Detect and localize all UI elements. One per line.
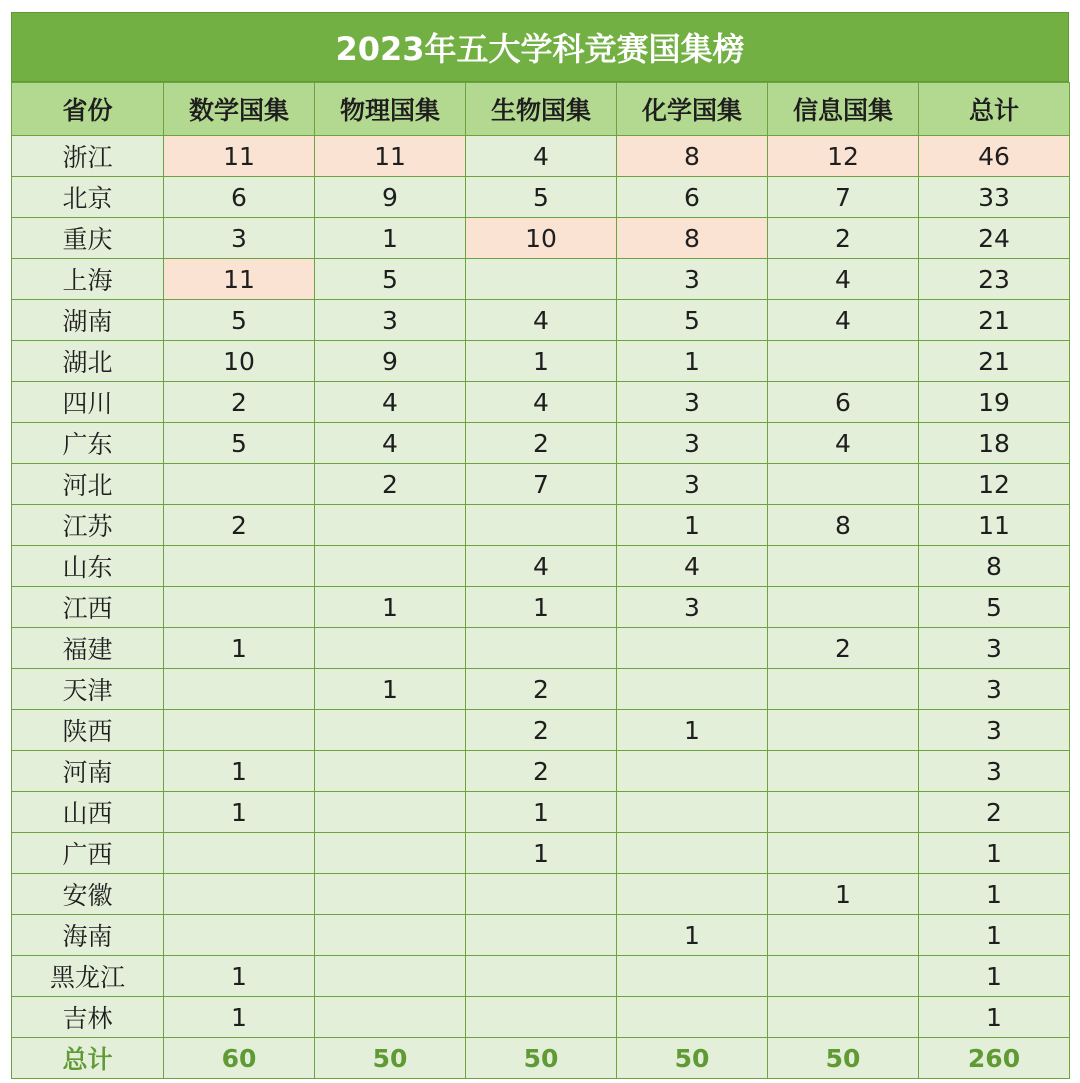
math-cell: 5 xyxy=(164,423,315,464)
biology-cell: 7 xyxy=(466,464,617,505)
informatics-cell xyxy=(768,546,919,587)
table-footer xyxy=(12,1038,1070,1079)
physics-cell xyxy=(315,505,466,546)
biology-cell xyxy=(466,628,617,669)
total-cell: 2 xyxy=(919,792,1070,833)
physics-cell: 1 xyxy=(315,587,466,628)
total-cell: 19 xyxy=(919,382,1070,423)
province-cell: 山东 xyxy=(12,546,164,587)
header-row xyxy=(12,83,1070,136)
biology-cell: 4 xyxy=(466,136,617,177)
table-row xyxy=(12,628,1070,669)
header-physics: 物理国集 xyxy=(315,83,466,136)
table-body xyxy=(12,136,1070,1038)
province-cell: 河北 xyxy=(12,464,164,505)
math-cell: 11 xyxy=(164,259,315,300)
chemistry-cell: 8 xyxy=(617,136,768,177)
table-row xyxy=(12,833,1070,874)
ranking-sheet xyxy=(11,12,1069,1079)
chemistry-cell: 1 xyxy=(617,915,768,956)
informatics-cell: 6 xyxy=(768,382,919,423)
chemistry-cell: 3 xyxy=(617,587,768,628)
total-cell: 1 xyxy=(919,874,1070,915)
total-cell: 21 xyxy=(919,300,1070,341)
math-cell: 3 xyxy=(164,218,315,259)
biology-cell: 4 xyxy=(466,546,617,587)
total-cell: 1 xyxy=(919,833,1070,874)
total-cell: 46 xyxy=(919,136,1070,177)
math-cell xyxy=(164,833,315,874)
physics-cell xyxy=(315,915,466,956)
header-informatics: 信息国集 xyxy=(768,83,919,136)
total-cell: 8 xyxy=(919,546,1070,587)
biology-cell: 10 xyxy=(466,218,617,259)
chemistry-cell: 6 xyxy=(617,177,768,218)
province-cell: 山西 xyxy=(12,792,164,833)
informatics-cell xyxy=(768,833,919,874)
total-cell: 12 xyxy=(919,464,1070,505)
total-cell: 1 xyxy=(919,956,1070,997)
informatics-cell xyxy=(768,792,919,833)
table-row xyxy=(12,259,1070,300)
math-cell: 11 xyxy=(164,136,315,177)
total-cell: 24 xyxy=(919,218,1070,259)
informatics-cell xyxy=(768,669,919,710)
physics-cell: 5 xyxy=(315,259,466,300)
informatics-cell: 8 xyxy=(768,505,919,546)
informatics-cell xyxy=(768,587,919,628)
total-cell: 11 xyxy=(919,505,1070,546)
table-row xyxy=(12,997,1070,1038)
province-cell: 北京 xyxy=(12,177,164,218)
province-cell: 吉林 xyxy=(12,997,164,1038)
math-cell: 10 xyxy=(164,341,315,382)
physics-cell xyxy=(315,874,466,915)
biology-cell: 2 xyxy=(466,751,617,792)
physics-cell: 3 xyxy=(315,300,466,341)
informatics-cell: 1 xyxy=(768,874,919,915)
biology-cell: 4 xyxy=(466,382,617,423)
total-cell: 5 xyxy=(919,587,1070,628)
math-cell: 6 xyxy=(164,177,315,218)
math-cell: 1 xyxy=(164,997,315,1038)
province-cell: 黑龙江 xyxy=(12,956,164,997)
biology-cell: 1 xyxy=(466,587,617,628)
informatics-cell: 4 xyxy=(768,423,919,464)
province-cell: 湖南 xyxy=(12,300,164,341)
informatics-cell: 7 xyxy=(768,177,919,218)
table-row xyxy=(12,464,1070,505)
chemistry-cell: 3 xyxy=(617,382,768,423)
table-row xyxy=(12,710,1070,751)
math-cell: 1 xyxy=(164,751,315,792)
header-province: 省份 xyxy=(12,83,164,136)
total-cell: 18 xyxy=(919,423,1070,464)
total-cell: 1 xyxy=(919,997,1070,1038)
table-row xyxy=(12,915,1070,956)
province-cell: 海南 xyxy=(12,915,164,956)
biology-cell xyxy=(466,505,617,546)
informatics-cell xyxy=(768,341,919,382)
table-header xyxy=(12,83,1070,136)
table-row xyxy=(12,218,1070,259)
table-row xyxy=(12,792,1070,833)
physics-cell xyxy=(315,956,466,997)
chemistry-cell: 8 xyxy=(617,218,768,259)
table-row xyxy=(12,300,1070,341)
chemistry-cell: 3 xyxy=(617,259,768,300)
header-chemistry: 化学国集 xyxy=(617,83,768,136)
informatics-cell xyxy=(768,915,919,956)
physics-cell: 4 xyxy=(315,423,466,464)
total-math: 60 xyxy=(164,1038,315,1079)
math-cell xyxy=(164,874,315,915)
biology-cell xyxy=(466,915,617,956)
informatics-cell: 4 xyxy=(768,300,919,341)
informatics-cell xyxy=(768,956,919,997)
biology-cell: 2 xyxy=(466,669,617,710)
physics-cell xyxy=(315,997,466,1038)
math-cell xyxy=(164,669,315,710)
biology-cell xyxy=(466,259,617,300)
informatics-cell xyxy=(768,751,919,792)
chemistry-cell xyxy=(617,874,768,915)
province-cell: 福建 xyxy=(12,628,164,669)
province-cell: 重庆 xyxy=(12,218,164,259)
chemistry-cell xyxy=(617,669,768,710)
chemistry-cell: 3 xyxy=(617,464,768,505)
physics-cell xyxy=(315,792,466,833)
province-cell: 安徽 xyxy=(12,874,164,915)
total-cell: 21 xyxy=(919,341,1070,382)
chemistry-cell xyxy=(617,956,768,997)
province-cell: 上海 xyxy=(12,259,164,300)
chemistry-cell xyxy=(617,751,768,792)
math-cell xyxy=(164,464,315,505)
total-physics: 50 xyxy=(315,1038,466,1079)
total-cell: 3 xyxy=(919,710,1070,751)
biology-cell: 1 xyxy=(466,341,617,382)
physics-cell xyxy=(315,751,466,792)
math-cell: 2 xyxy=(164,505,315,546)
table-row xyxy=(12,341,1070,382)
total-informatics: 50 xyxy=(768,1038,919,1079)
totals-row xyxy=(12,1038,1070,1079)
table-row xyxy=(12,587,1070,628)
total-chemistry: 50 xyxy=(617,1038,768,1079)
table-row xyxy=(12,874,1070,915)
physics-cell: 9 xyxy=(315,341,466,382)
header-biology: 生物国集 xyxy=(466,83,617,136)
physics-cell: 2 xyxy=(315,464,466,505)
biology-cell: 2 xyxy=(466,423,617,464)
total-cell: 3 xyxy=(919,628,1070,669)
physics-cell: 9 xyxy=(315,177,466,218)
informatics-cell: 4 xyxy=(768,259,919,300)
informatics-cell xyxy=(768,997,919,1038)
math-cell: 1 xyxy=(164,956,315,997)
total-cell: 3 xyxy=(919,669,1070,710)
chemistry-cell xyxy=(617,997,768,1038)
physics-cell: 4 xyxy=(315,382,466,423)
table-row xyxy=(12,505,1070,546)
ranking-table xyxy=(11,82,1070,1079)
totals-label: 总计 xyxy=(12,1038,164,1079)
biology-cell: 1 xyxy=(466,833,617,874)
informatics-cell: 2 xyxy=(768,218,919,259)
math-cell: 5 xyxy=(164,300,315,341)
table-row xyxy=(12,751,1070,792)
province-cell: 陕西 xyxy=(12,710,164,751)
chemistry-cell xyxy=(617,628,768,669)
province-cell: 广东 xyxy=(12,423,164,464)
informatics-cell: 2 xyxy=(768,628,919,669)
chemistry-cell: 1 xyxy=(617,341,768,382)
informatics-cell xyxy=(768,710,919,751)
biology-cell xyxy=(466,956,617,997)
biology-cell xyxy=(466,997,617,1038)
biology-cell: 5 xyxy=(466,177,617,218)
math-cell xyxy=(164,546,315,587)
biology-cell: 1 xyxy=(466,792,617,833)
table-row xyxy=(12,177,1070,218)
physics-cell: 11 xyxy=(315,136,466,177)
header-total: 总计 xyxy=(919,83,1070,136)
header-math: 数学国集 xyxy=(164,83,315,136)
math-cell: 1 xyxy=(164,792,315,833)
table-row xyxy=(12,382,1070,423)
chemistry-cell: 3 xyxy=(617,423,768,464)
math-cell xyxy=(164,710,315,751)
informatics-cell xyxy=(768,464,919,505)
province-cell: 江西 xyxy=(12,587,164,628)
chemistry-cell: 4 xyxy=(617,546,768,587)
total-biology: 50 xyxy=(466,1038,617,1079)
province-cell: 湖北 xyxy=(12,341,164,382)
total-cell: 33 xyxy=(919,177,1070,218)
total-cell: 3 xyxy=(919,751,1070,792)
biology-cell: 2 xyxy=(466,710,617,751)
total-grand: 260 xyxy=(919,1038,1070,1079)
physics-cell xyxy=(315,628,466,669)
province-cell: 浙江 xyxy=(12,136,164,177)
biology-cell xyxy=(466,874,617,915)
chemistry-cell xyxy=(617,833,768,874)
total-cell: 23 xyxy=(919,259,1070,300)
informatics-cell: 12 xyxy=(768,136,919,177)
physics-cell xyxy=(315,710,466,751)
province-cell: 广西 xyxy=(12,833,164,874)
math-cell: 2 xyxy=(164,382,315,423)
math-cell xyxy=(164,915,315,956)
province-cell: 江苏 xyxy=(12,505,164,546)
physics-cell: 1 xyxy=(315,218,466,259)
table-row xyxy=(12,546,1070,587)
table-row xyxy=(12,423,1070,464)
table-title: 2023年五大学科竞赛国集榜 xyxy=(11,12,1069,82)
biology-cell: 4 xyxy=(466,300,617,341)
physics-cell: 1 xyxy=(315,669,466,710)
table-row xyxy=(12,136,1070,177)
math-cell xyxy=(164,587,315,628)
province-cell: 天津 xyxy=(12,669,164,710)
chemistry-cell: 1 xyxy=(617,505,768,546)
table-row xyxy=(12,669,1070,710)
total-cell: 1 xyxy=(919,915,1070,956)
chemistry-cell: 5 xyxy=(617,300,768,341)
chemistry-cell xyxy=(617,792,768,833)
table-row xyxy=(12,956,1070,997)
physics-cell xyxy=(315,546,466,587)
math-cell: 1 xyxy=(164,628,315,669)
province-cell: 河南 xyxy=(12,751,164,792)
chemistry-cell: 1 xyxy=(617,710,768,751)
province-cell: 四川 xyxy=(12,382,164,423)
physics-cell xyxy=(315,833,466,874)
